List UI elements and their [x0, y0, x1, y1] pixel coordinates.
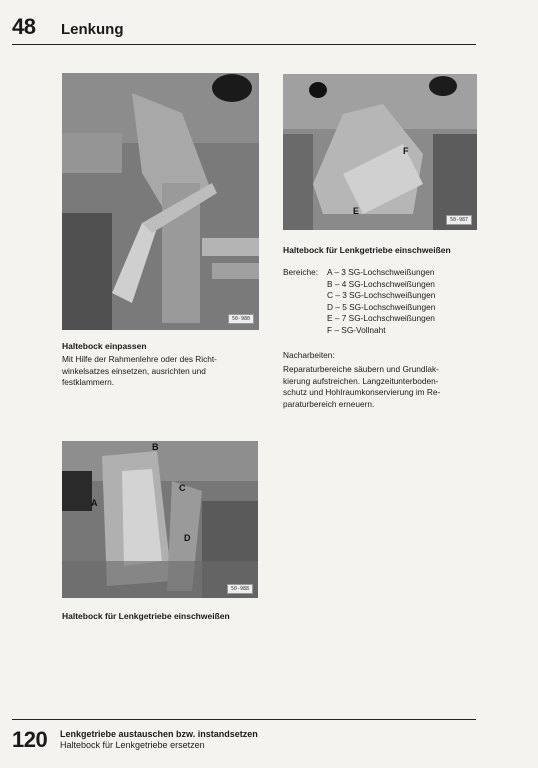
footer-title: Lenkgetriebe austauschen bzw. instandsetzen [60, 729, 258, 739]
text-line: winkelsatzes einsetzen, ausrichten und [62, 365, 206, 376]
header-rule [12, 44, 476, 45]
page-number: 48 [12, 14, 36, 39]
list-entry: F – SG-Vollnaht [327, 324, 386, 335]
text-line: Reparaturbereiche säubern und Grundlak- [283, 364, 439, 374]
nacharbeiten-heading: Nacharbeiten: [283, 350, 335, 360]
text-line: Mit Hilfe der Rahmenlehre oder des Richt- [62, 354, 217, 364]
list-lead: Bereiche: [283, 267, 319, 277]
list-item [283, 302, 483, 314]
photo-code: 50-988 [227, 584, 253, 594]
label-d: D [184, 533, 191, 543]
photo-einschweissen-top [283, 74, 477, 230]
footer-page-number: 120 [12, 727, 48, 752]
weld-area-list [283, 267, 483, 336]
label-b: B [152, 442, 159, 452]
list-entry: B – 4 SG-Lochschweißungen [327, 278, 435, 289]
footer-subtitle: Haltebock für Lenkgetriebe ersetzen [60, 740, 205, 750]
text-line: festklammern. [62, 377, 115, 387]
label-e: E [353, 206, 360, 216]
photo-einschweissen-bottom [62, 441, 258, 598]
nacharbeiten-text [283, 364, 483, 410]
chapter-title: Lenkung [61, 21, 124, 38]
caption-einschweissen-right: Haltebock für Lenkgetriebe einschweißen [283, 245, 451, 255]
caption-einschweissen-left: Haltebock für Lenkgetriebe einschweißen [62, 611, 230, 621]
list-entry: E – 7 SG-Lochschweißungen [327, 313, 435, 323]
caption-haltebock-einpassen: Haltebock einpassen [62, 341, 147, 351]
text-line: kierung aufstreichen. Langzeitunterboden- [283, 375, 439, 386]
list-entry: C – 3 SG-Lochschweißungen [327, 290, 436, 300]
photo-haltebock-einpassen [62, 73, 259, 330]
list-entry: D – 5 SG-Lochschweißungen [327, 301, 436, 312]
photo-code: 50-980 [228, 314, 254, 324]
label-c: C [179, 483, 186, 493]
list-item [283, 290, 483, 302]
text-line: paraturbereich erneuern. [283, 398, 375, 409]
list-item [283, 313, 483, 325]
photo-code: 50-987 [446, 215, 472, 225]
list-item [283, 267, 483, 279]
list-item [283, 279, 483, 291]
label-f: F [403, 146, 409, 156]
list-entry: A – 3 SG-Lochschweißungen [327, 267, 435, 277]
label-a: A [91, 498, 98, 508]
text-line: schutz und Hohlraumkonservierung im Re- [283, 387, 441, 397]
footer-rule [12, 719, 476, 720]
instructions-einpassen [62, 354, 262, 389]
list-item [283, 325, 483, 337]
